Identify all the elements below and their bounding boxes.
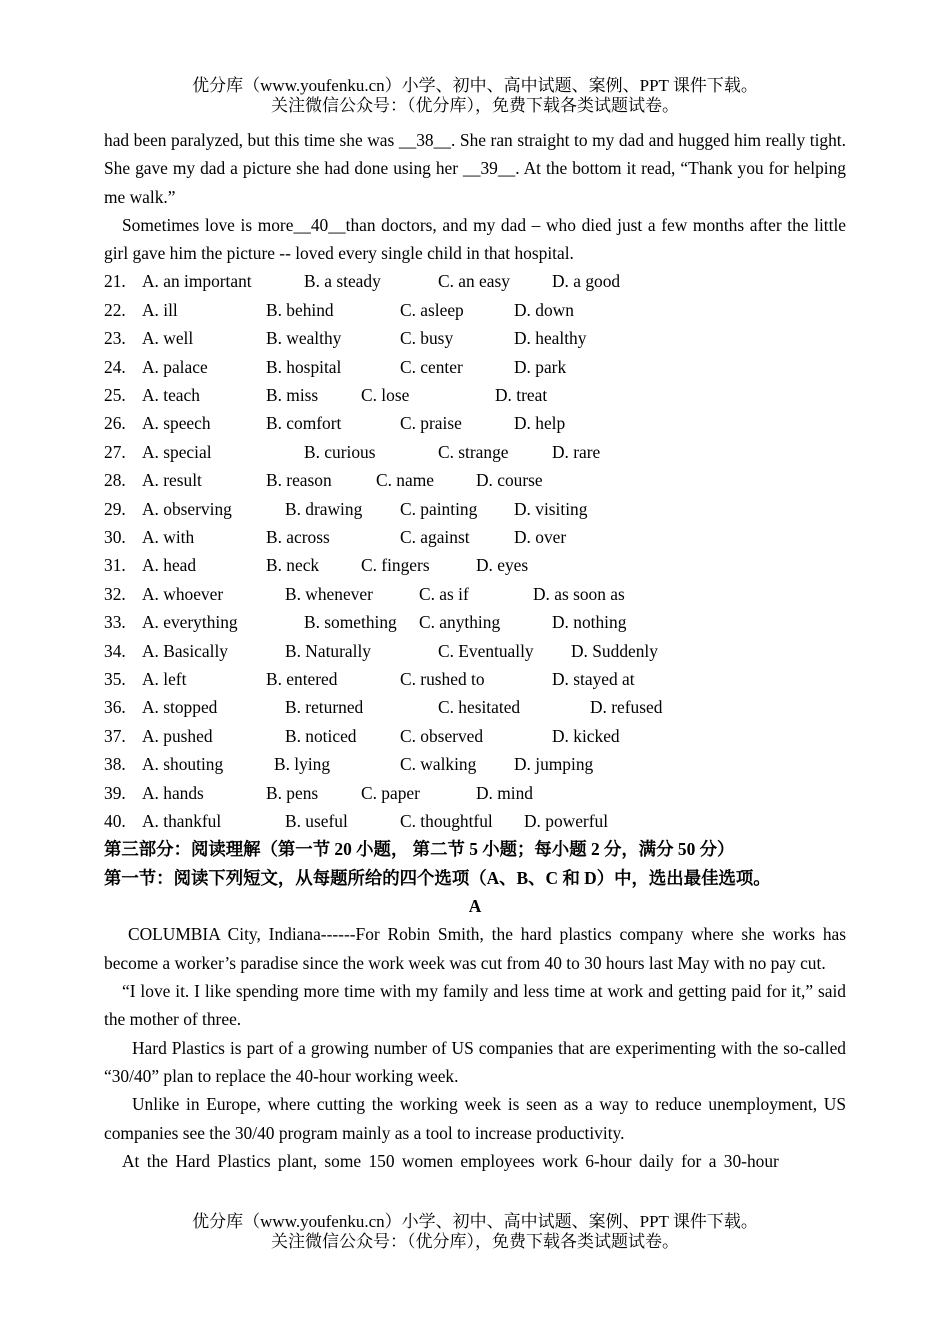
option-c: C. asleep [400,299,464,320]
option-c: C. hesitated [438,697,521,718]
question-number: 24. [104,356,126,377]
option-b: B. useful [285,810,348,831]
footer-line-2: 关注微信公众号：（优分库），免费下载各类试题试卷。 [271,1232,679,1251]
question-row [104,693,846,721]
question-number: 29. [104,498,126,519]
option-c: C. against [400,527,470,547]
option-b: B. wealthy [266,328,342,349]
option-d: D. help [514,413,566,434]
question-number: 39. [104,782,126,803]
option-a: A. ill [142,299,178,320]
option-b: B. something [304,612,397,633]
question-number: 23. [104,328,126,349]
option-c: C. strange [438,441,509,462]
option-a: A. teach [142,385,200,406]
question-number: 34. [104,640,126,661]
option-d: D. mind [476,782,534,803]
option-a: A. Basically [142,640,228,661]
option-c: C. name [376,470,434,491]
question-row [104,807,846,835]
option-b: B. behind [266,299,334,320]
option-d: D. powerful [524,810,609,831]
option-c: C. paper [361,782,420,803]
option-d: D. kicked [552,725,620,746]
option-b: B. across [266,527,330,547]
question-list [104,267,846,835]
option-a: A. an important [142,271,252,292]
option-a: A. palace [142,356,208,377]
option-b: B. curious [304,441,376,462]
page-footer [0,1212,950,1252]
option-a: A. pushed [142,725,213,746]
option-d: D. over [514,527,567,547]
option-c: C. painting [400,498,478,519]
option-d: D. jumping [514,754,594,775]
option-a: A. left [142,668,187,689]
option-d: D. as soon as [533,583,625,604]
passage-title: A [468,896,482,917]
question-number: 36. [104,697,126,718]
option-b: B. drawing [285,498,363,519]
option-a: A. hands [142,782,204,803]
question-row [104,409,846,437]
option-d: D. refused [590,697,663,718]
header-line-2: 关注微信公众号：（优分库），免费下载各类试题试卷。 [271,96,679,115]
question-number: 33. [104,612,126,633]
question-number: 30. [104,527,126,547]
option-d: D. park [514,356,567,377]
option-a: A. well [142,328,194,349]
question-row [104,324,846,352]
option-a: A. shouting [142,754,224,775]
option-a: A. head [142,555,197,576]
option-c: C. as if [419,583,469,604]
passage-paragraph: “I love it. I like spending more time with my family and less time at work and getting paid for it,” said the mother of three. [104,981,846,1030]
header-line-1: 优分库（www.youfenku.cn）小学、初中、高中试题、案例、PPT 课件下载。 [192,76,758,95]
option-b: B. reason [266,470,332,491]
option-d: D. nothing [552,612,627,633]
option-b: B. whenever [285,583,373,604]
option-b: B. comfort [266,413,342,434]
question-row [104,722,846,750]
question-number: 37. [104,725,126,746]
option-c: C. lose [361,385,410,406]
question-row [104,665,846,693]
section-instruction: 第一节：阅读下列短文，从每题所给的四个选项（A、B、C 和 D）中，选出最佳选项。 [104,867,771,888]
option-a: A. everything [142,612,238,633]
option-b: B. miss [266,385,319,406]
option-d: D. visiting [514,498,588,519]
question-number: 25. [104,385,126,406]
option-c: C. thoughtful [400,810,493,831]
passage-paragraph: COLUMBIA City, Indiana------For Robin Smith, the hard plastics company where she works has become a worker’s paradise since the work week was cut from 40 to 30 hours last May with no pay cut. [104,924,846,973]
question-number: 26. [104,413,126,434]
option-c: C. center [400,356,463,377]
question-row [104,438,846,466]
option-a: A. observing [142,498,232,519]
option-b: B. returned [285,697,364,718]
option-a: A. speech [142,413,211,434]
option-a: A. result [142,470,202,491]
question-row [104,608,846,636]
passage-paragraph: had been paralyzed, but this time she was __38__. She ran straight to my dad and hugged him really tight. She gave my dad a picture she had done using her __39__. At the bottom it read, “Thank you for helping me walk.” [104,130,846,207]
question-number: 28. [104,470,126,491]
question-row [104,466,846,494]
passage-paragraph: Unlike in Europe, where cutting the working week is seen as a way to reduce unemployment, US companies see the 30/40 program mainly as a tool to increase productivity. [104,1094,846,1143]
question-number: 21. [104,271,126,292]
option-b: B. pens [266,782,319,803]
option-b: B. neck [266,555,320,576]
option-a: A. thankful [142,810,222,831]
option-d: D. stayed at [552,668,635,689]
passage-paragraph: At the Hard Plastics plant, some 150 women employees work 6-hour daily for a 30-hour [122,1150,779,1171]
option-c: C. walking [400,754,477,775]
question-row [104,381,846,409]
passage-paragraph: Sometimes love is more__40__than doctors, and my dad – who died just a few months after the little girl gave him the picture -- loved every single child in that hospital. [104,214,846,264]
option-d: D. course [476,470,543,491]
option-c: C. fingers [361,555,430,576]
question-row [104,495,846,523]
option-b: B. hospital [266,356,342,377]
option-a: A. whoever [142,583,224,604]
question-number: 40. [104,810,126,831]
option-b: B. lying [274,754,331,775]
question-number: 27. [104,441,126,462]
option-d: D. Suddenly [571,640,658,661]
question-row [104,267,846,295]
option-c: C. Eventually [438,640,534,661]
question-number: 38. [104,754,126,775]
option-c: C. an easy [438,271,510,292]
page-content [104,126,846,1175]
question-number: 32. [104,583,126,604]
option-d: D. eyes [476,555,529,576]
question-row [104,637,846,665]
question-number: 22. [104,299,126,320]
option-d: D. rare [552,441,601,462]
question-number: 35. [104,668,126,689]
question-row [104,296,846,324]
option-b: B. entered [266,668,338,689]
question-row [104,750,846,778]
option-c: C. observed [400,725,484,746]
option-b: B. a steady [304,271,381,292]
option-c: C. anything [419,612,501,633]
option-a: A. stopped [142,697,218,718]
footer-line-1: 优分库（www.youfenku.cn）小学、初中、高中试题、案例、PPT 课件下载。 [192,1212,758,1231]
page-header [0,76,950,116]
option-c: C. praise [400,413,462,434]
question-row [104,551,846,579]
option-a: A. with [142,527,195,547]
option-c: C. busy [400,328,454,349]
option-c: C. rushed to [400,668,485,689]
question-row [104,353,846,381]
question-number: 31. [104,555,126,576]
option-d: D. down [514,299,574,320]
option-b: B. Naturally [285,640,371,661]
section-heading: 第三部分：阅读理解（第一节 20 小题， 第二节 5 小题；每小题 2 分，满分 50 分） [104,839,735,860]
option-b: B. noticed [285,725,357,746]
question-row [104,580,846,608]
option-d: D. treat [495,385,548,406]
question-row [104,779,846,807]
option-a: A. special [142,441,212,462]
option-d: D. healthy [514,328,587,349]
option-d: D. a good [552,271,621,292]
passage-paragraph: Hard Plastics is part of a growing number of US companies that are experimenting with the so-called “30/40” plan to replace the 40-hour working week. [104,1037,846,1086]
question-row [104,523,846,551]
